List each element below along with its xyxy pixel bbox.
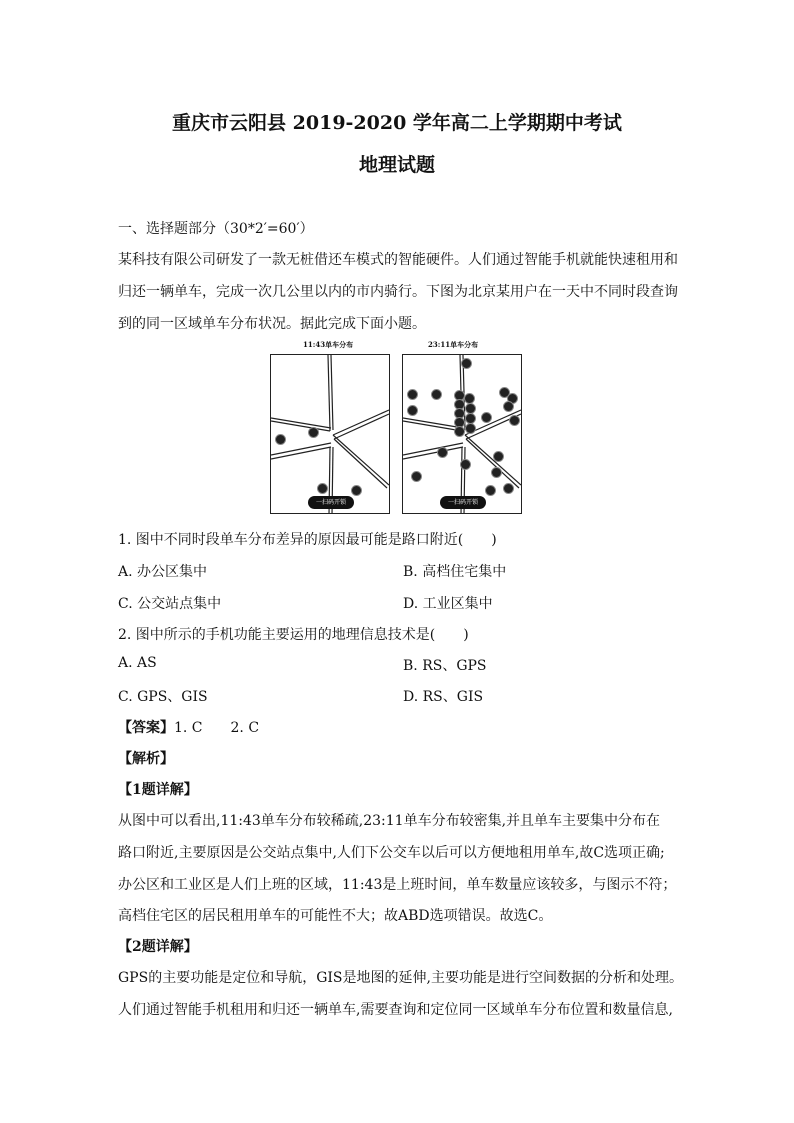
- section-heading: 一、选择题部分（30*2′=60′）: [118, 221, 314, 237]
- bike-distribution-figure: [270, 340, 524, 516]
- q2-analysis-label: 【2题详解】: [118, 939, 198, 955]
- bicycle-icon: [481, 412, 492, 423]
- left-map-title: 11:43单车分布: [303, 340, 354, 349]
- question-1-option-b: B. 高档住宅集中: [403, 564, 507, 580]
- intro-line-3: 到的同一区域单车分布状况。据此完成下面小题。: [118, 316, 426, 332]
- bicycle-icon: [411, 471, 422, 482]
- document-title: 重庆市云阳县 2019-2020 学年高二上学期期中考试: [172, 112, 622, 134]
- map-1143: [270, 354, 390, 514]
- q2-analysis-line-2: 人们通过智能手机租用和归还一辆单车,需要查询和定位同一区域单车分布位置和数量信息,: [118, 1002, 673, 1018]
- bicycle-icon: [351, 485, 362, 496]
- bicycle-icon: [431, 389, 442, 400]
- q1-analysis-label: 【1题详解】: [118, 782, 198, 798]
- question-2-option-b: B. RS、GPS: [403, 658, 487, 674]
- q1-analysis-line-2: 路口附近,主要原因是公交站点集中,人们下公交车以后可以方便地租用单车,故C选项正确;: [118, 845, 665, 861]
- bicycle-icon: [491, 467, 502, 478]
- answer-text: 1. C 2. C: [174, 720, 260, 736]
- bicycle-icon: [308, 427, 319, 438]
- question-2-stem: 2. 图中所示的手机功能主要运用的地理信息技术是( ): [118, 627, 469, 643]
- q1-analysis-line-4: 高档住宅区的居民租用单车的可能性不大；故ABD选项错误。故选C。: [118, 908, 553, 924]
- right-map-title: 23:11单车分布: [428, 340, 479, 349]
- question-2-option-a: A. AS: [118, 655, 157, 671]
- question-1-option-d: D. 工业区集中: [403, 596, 493, 612]
- bicycle-icon: [454, 426, 465, 437]
- scan-unlock-button[interactable]: 一扫码开锁: [440, 496, 486, 509]
- bicycle-icon: [407, 389, 418, 400]
- scan-unlock-button[interactable]: 一扫码开锁: [308, 496, 354, 509]
- bicycle-icon: [503, 401, 514, 412]
- map-2311: [402, 354, 522, 514]
- bicycle-icon: [437, 447, 448, 458]
- question-2-option-d: D. RS、GIS: [403, 689, 484, 705]
- question-2-option-c: C. GPS、GIS: [118, 689, 208, 705]
- bicycle-icon: [493, 451, 504, 462]
- bicycle-icon: [465, 423, 476, 434]
- q1-analysis-line-1: 从图中可以看出,11:43单车分布较稀疏,23:11单车分布较密集,并且单车主要集中分布在: [118, 813, 661, 829]
- bicycle-icon: [460, 459, 471, 470]
- intro-line-2: 归还一辆单车，完成一次几公里以内的市内骑行。下图为北京某用户在一天中不同时段查询: [118, 284, 678, 300]
- q2-analysis-line-1: GPS的主要功能是定位和导航，GIS是地图的延伸,主要功能是进行空间数据的分析和处理。: [118, 970, 683, 986]
- question-1-option-a: A. 办公区集中: [118, 564, 208, 580]
- bicycle-icon: [485, 485, 496, 496]
- q1-analysis-line-3: 办公区和工业区是人们上班的区域，11:43是上班时间，单车数量应该较多，与图示不符；: [118, 877, 677, 893]
- answer-label: 【答案】: [118, 720, 174, 736]
- bicycle-icon: [503, 483, 514, 494]
- bicycle-icon: [461, 358, 472, 369]
- analysis-label: 【解析】: [118, 751, 174, 767]
- bicycle-icon: [407, 405, 418, 416]
- question-1-option-c: C. 公交站点集中: [118, 596, 222, 612]
- question-1-stem: 1. 图中不同时段单车分布差异的原因最可能是路口附近( ): [118, 532, 497, 548]
- document-subtitle: 地理试题: [358, 154, 435, 176]
- bicycle-icon: [275, 434, 286, 445]
- road-lines: [271, 355, 390, 514]
- bicycle-icon: [509, 415, 520, 426]
- intro-line-1: 某科技有限公司研发了一款无桩借还车模式的智能硬件。人们通过智能手机就能快速租用和: [118, 252, 678, 268]
- answer-line: [118, 717, 678, 737]
- bicycle-icon: [317, 483, 328, 494]
